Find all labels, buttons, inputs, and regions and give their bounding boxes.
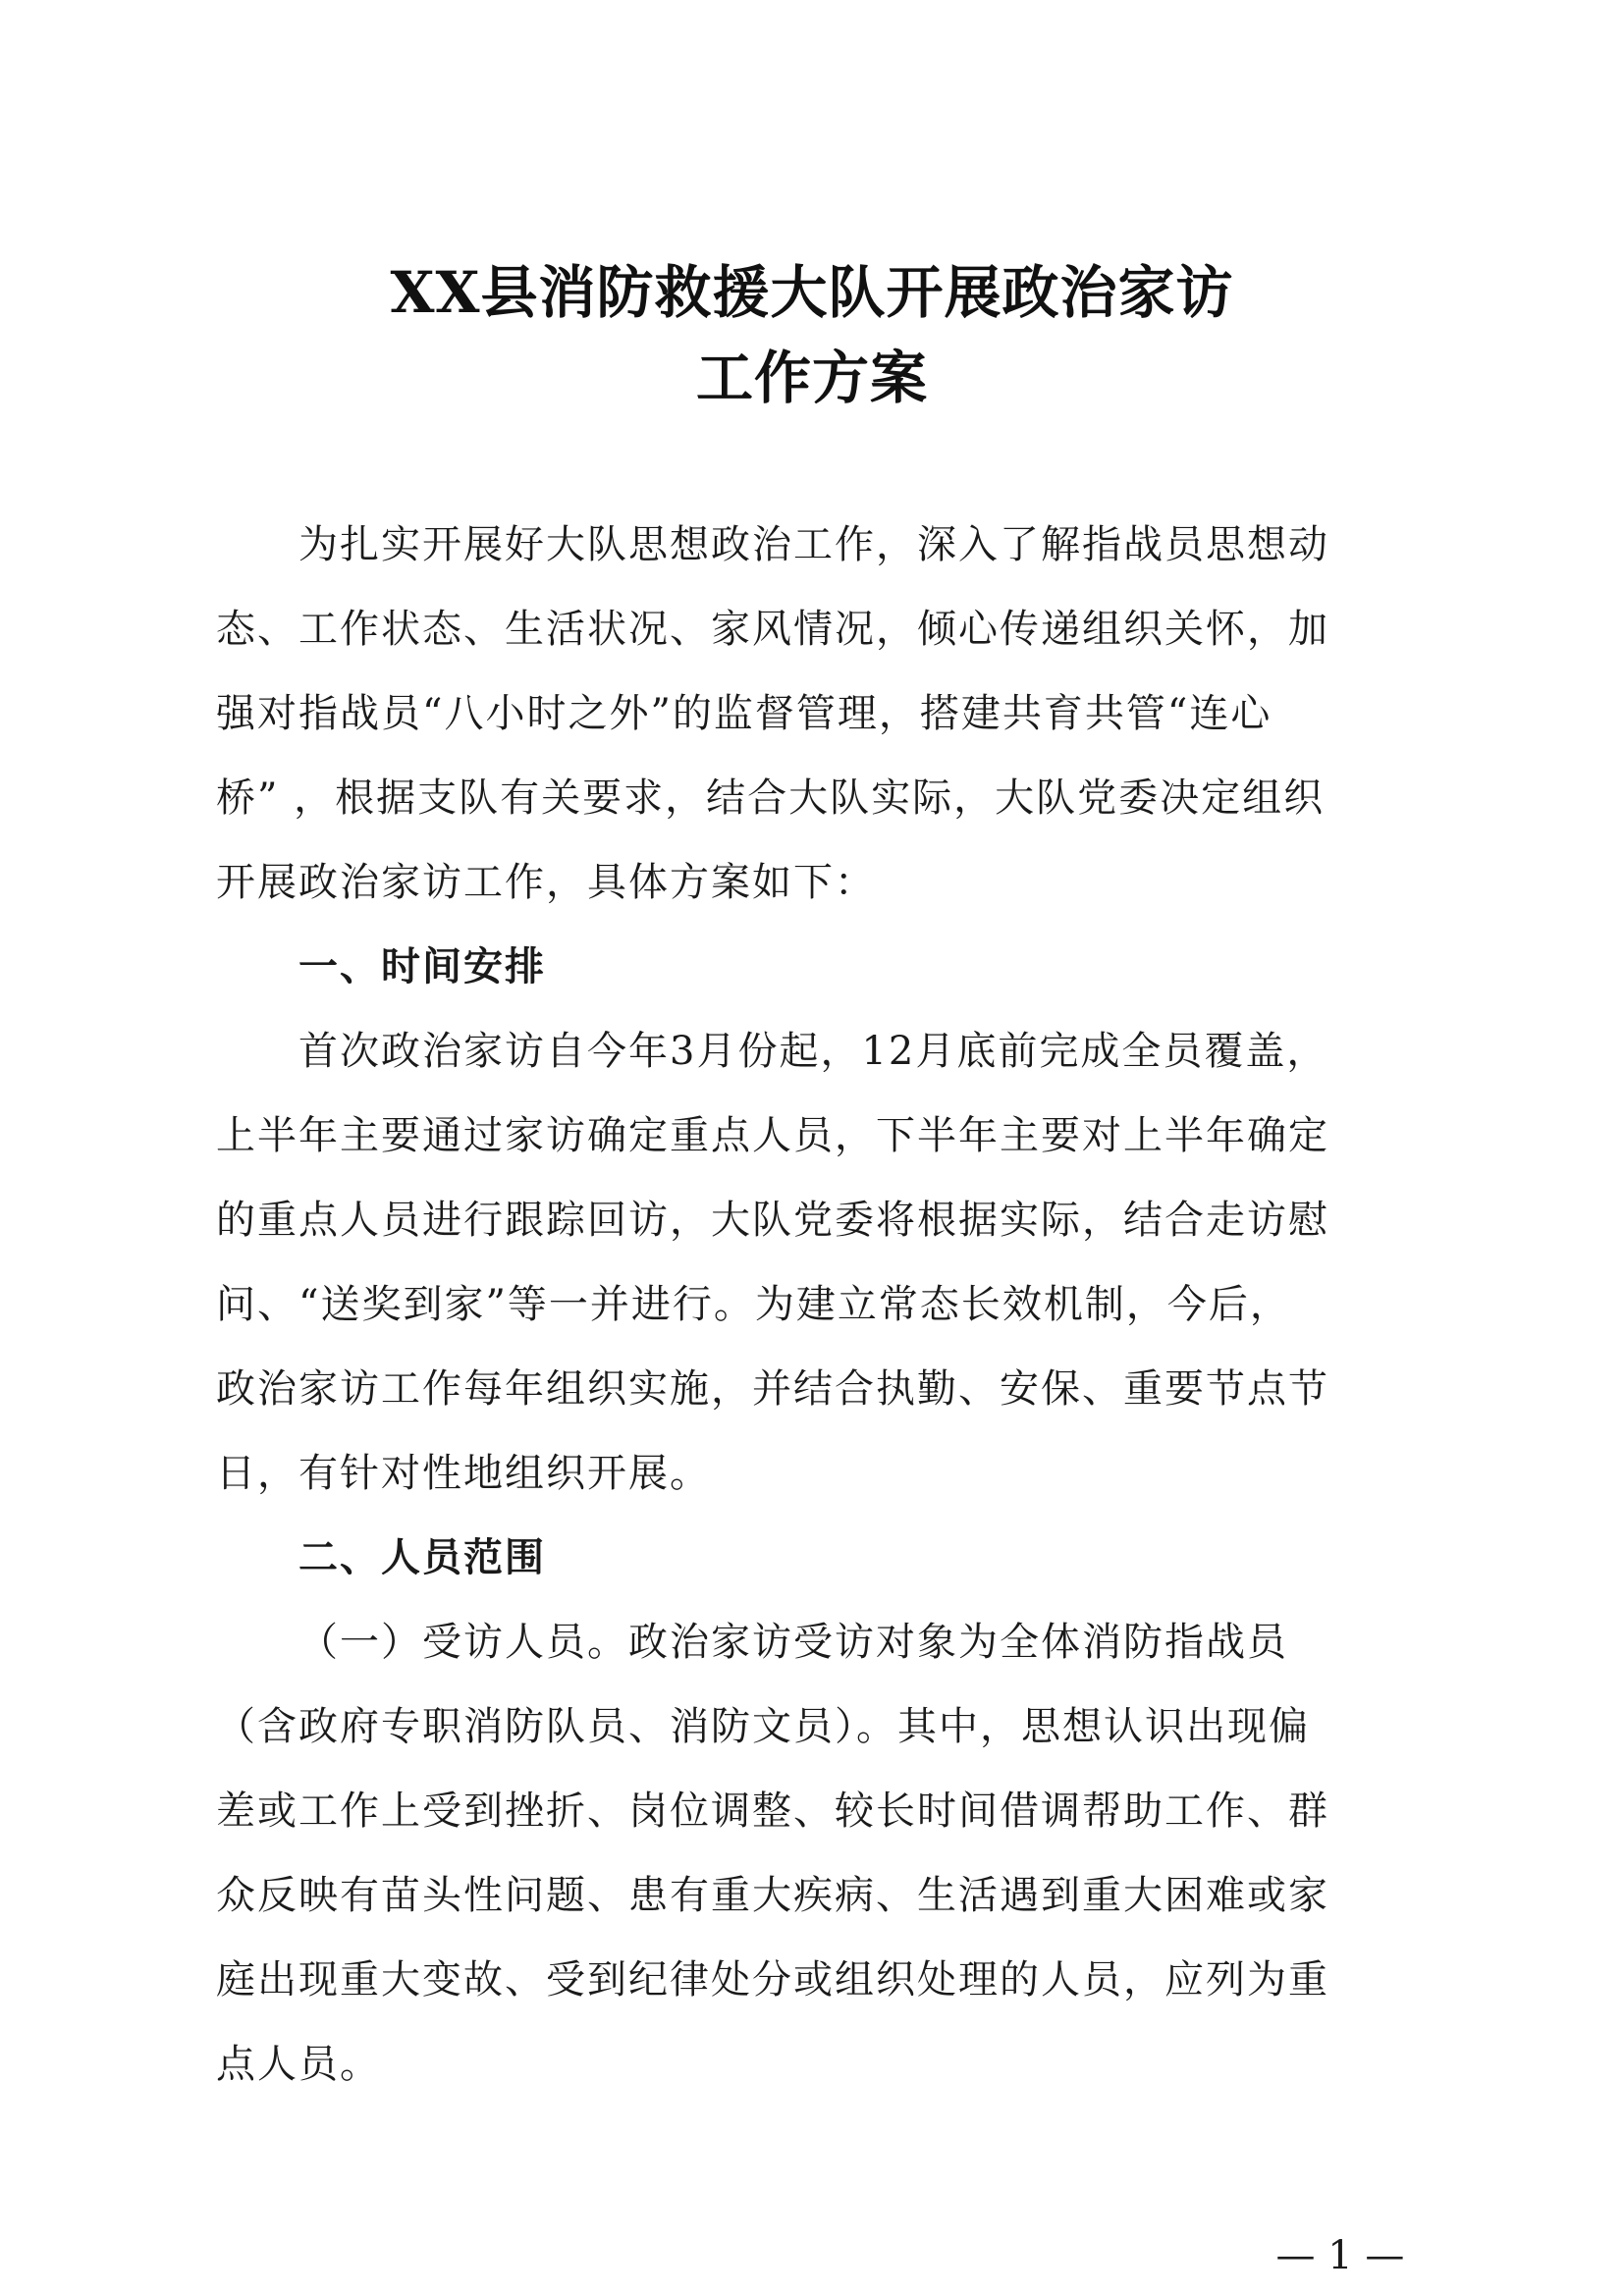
section1-line: 的重点人员进行跟踪回访，大队党委将根据实际，结合走访慰	[216, 1198, 1329, 1243]
document-title-line-2: 工作方案	[695, 345, 928, 411]
document-title-line-1: XX县消防救援大队开展政治家访	[390, 259, 1234, 326]
section1-line: 问、“送奖到家”等一并进行。为建立常态长效机制，今后，	[216, 1282, 1291, 1327]
section2-line: 差或工作上受到挫折、岗位调整、较长时间借调帮助工作、群	[216, 1789, 1329, 1834]
document-body	[216, 503, 1404, 2107]
page-number: — 1 —	[1275, 2233, 1405, 2278]
section2-line: 庭出现重大变故、受到纪律处分或组织处理的人员，应列为重	[216, 1957, 1329, 2002]
section2-line: 点人员。	[216, 2042, 381, 2087]
section1-line: 日，有针对性地组织开展。	[216, 1451, 711, 1496]
intro-line: 态、工作状态、生活状况、家风情况，倾心传递组织关怀，加	[216, 607, 1329, 652]
intro-line: 桥” ，根据支队有关要求，结合大队实际，大队党委决定组织	[216, 775, 1326, 821]
section-heading-time: 一、时间安排	[298, 944, 546, 989]
section2-line: 众反映有苗头性问题、患有重大疾病、生活遇到重大困难或家	[216, 1873, 1329, 1918]
section2-line: （含政府专职消防队员、消防文员）。其中，思想认识出现偏	[216, 1704, 1310, 1749]
section-heading-personnel: 二、人员范围	[298, 1535, 546, 1580]
intro-line: 开展政治家访工作，具体方案如下：	[216, 860, 876, 905]
intro-line: 强对指战员“八小时之外”的监督管理，搭建共育共管“连心	[216, 691, 1272, 736]
section1-line: 政治家访工作每年组织实施，并结合执勤、安保、重要节点节	[216, 1366, 1329, 1412]
section2-line: （一）受访人员。政治家访受访对象为全体消防指战员	[298, 1620, 1288, 1665]
section1-line: 上半年主要通过家访确定重点人员，下半年主要对上半年确定	[216, 1113, 1329, 1158]
intro-line: 为扎实开展好大队思想政治工作，深入了解指战员思想动	[298, 522, 1329, 567]
section1-line: 首次政治家访自今年3月份起，12月底前完成全员覆盖，	[298, 1029, 1328, 1074]
